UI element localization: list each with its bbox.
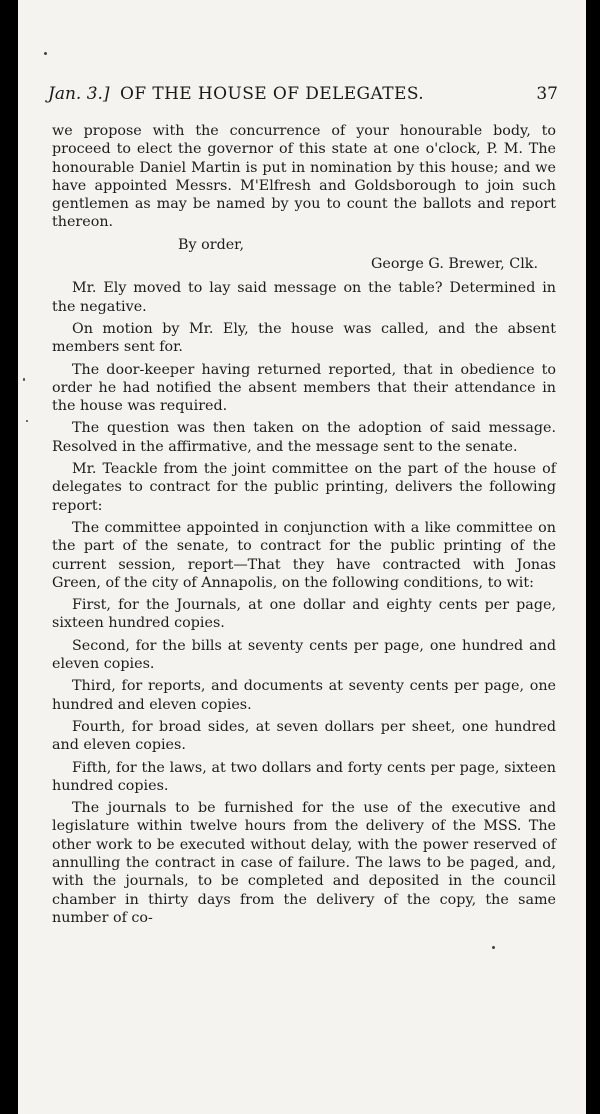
print-speck bbox=[26, 420, 28, 422]
paragraph-first-condition: First, for the Journals, at one dollar and eighty cents per page, sixteen hundred copies. bbox=[52, 597, 556, 632]
print-speck bbox=[23, 378, 25, 381]
paragraph-third-condition: Third, for reports, and documents at seventy cents per page, one hundred and eleven copies. bbox=[52, 678, 556, 713]
clerk-signature: George G. Brewer, Clk. bbox=[370, 256, 538, 273]
paragraph-journals-terms: The journals to be furnished for the use of the executive and legislature within twelve hours from the delivery of the MSS. The other work to be executed without delay, with the power reserved of annulling the contract in case of failure. The laws to be paged, and, with the journals, to be completed and deposited in the council chamber in thirty days from the delivery of the copy, the same number of co- bbox=[52, 800, 556, 926]
running-header bbox=[48, 84, 576, 110]
paragraph-fifth-condition: Fifth, for the laws, at two dollars and forty cents per page, sixteen hundred copies. bbox=[52, 759, 556, 794]
header-title: OF THE HOUSE OF DELEGATES. bbox=[120, 84, 425, 104]
page-number: 37 bbox=[536, 84, 558, 104]
paragraph-teackle-report: Mr. Teackle from the joint committee on the part of the house of delegates to contract for the public printing, delivers the following report: bbox=[52, 461, 556, 514]
document-page bbox=[18, 0, 586, 1114]
paragraph-question-adopted: The question was then taken on the adoption of said message. Resolved in the affirmative, and the message sent to the senate. bbox=[52, 420, 556, 455]
paragraph-door-keeper: The door-keeper having returned reported, that in obedience to order he had notified the absent members that their attendance in the house was required. bbox=[52, 361, 556, 415]
print-speck bbox=[44, 52, 47, 55]
paragraph-message-continued: we propose with the concurrence of your honourable body, to proceed to elect the governor of this state at one o'clock, P. M. The honourable Daniel Martin is put in nomination by this house; and we have appointed Messrs. M'Elfresh and Goldsborough to join such gentlemen as may be named by you to count the ballots and report thereon. bbox=[52, 123, 556, 231]
header-date: Jan. 3.] bbox=[48, 84, 110, 104]
paragraph-house-called: On motion by Mr. Ely, the house was called, and the absent members sent for. bbox=[52, 320, 556, 356]
paragraph-fourth-condition: Fourth, for broad sides, at seven dollars per sheet, one hundred and eleven copies. bbox=[52, 718, 556, 754]
paragraph-second-condition: Second, for the bills at seventy cents per page, one hundred and eleven copies. bbox=[52, 637, 556, 673]
page-body bbox=[52, 122, 556, 931]
paragraph-committee-report: The committee appointed in conjunction with a like committee on the part of the senate, to contract for the public printing of the current session, report—That they have contracted with Jonas Green, of the city of Annapolis, on the following conditions, to wit: bbox=[52, 519, 556, 591]
print-speck bbox=[492, 946, 495, 949]
paragraph-ely-motion: Mr. Ely moved to lay said message on the table? Determined in the negative. bbox=[52, 280, 556, 315]
by-order-line: By order, bbox=[178, 236, 244, 253]
